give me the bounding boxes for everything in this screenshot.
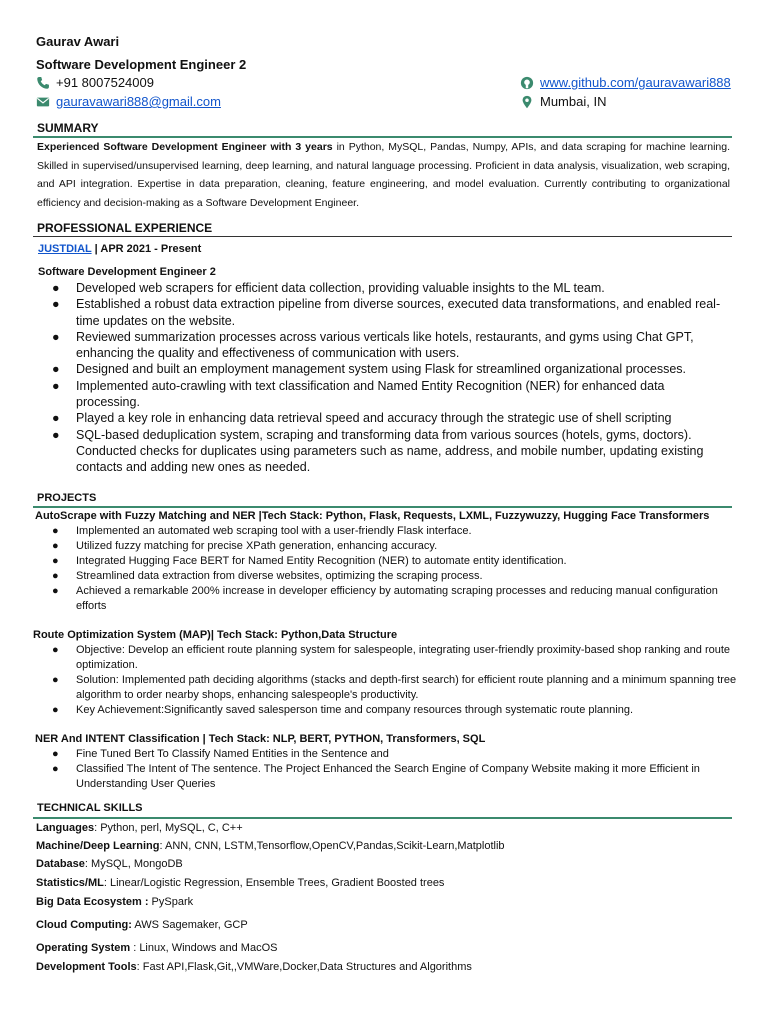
list-item: ● Played a key role in enhancing data retrieval speed and accuracy through the strategic use of shell scripting <box>52 411 672 426</box>
map-pin-icon <box>520 95 534 109</box>
experience-divider <box>33 236 732 237</box>
project-title-route-optimization: Route Optimization System (MAP)| Tech Stack: Python,Data Structure <box>33 629 398 641</box>
skill-row-os: Operating System : Linux, Windows and MacOS <box>36 942 278 954</box>
candidate-name: Gaurav Awari <box>36 34 120 49</box>
list-item: ● Developed web scrapers for efficient data collection, providing valuable insights to the ML team. <box>52 281 605 295</box>
list-item: ● Established a robust data extraction pipeline from diverse sources, executed data transformations, and enabled real-time updates on the website. <box>52 297 721 328</box>
project-title-autoscrape: AutoScrape with Fuzzy Matching and NER |Tech Stack: Python, Flask, Requests, LXML, Fuzzywuzzy, Hugging Face Transformers <box>35 510 710 522</box>
skill-row-cloud: Cloud Computing: AWS Sagemaker, GCP <box>36 919 248 931</box>
list-item: ● Integrated Hugging Face BERT for Named Entity Recognition (NER) to automate entity identification. <box>52 555 567 567</box>
job-role: Software Development Engineer 2 <box>38 266 216 278</box>
github-link[interactable]: www.github.com/gauravawari888 <box>540 75 731 90</box>
projects-divider <box>33 506 732 508</box>
phone-contact <box>36 75 154 90</box>
github-contact <box>520 75 731 90</box>
location-text: Mumbai, IN <box>540 94 607 109</box>
skill-row-languages: Languages: Python, perl, MySQL, C, C++ <box>36 822 243 834</box>
project-bullets-autoscrape <box>52 524 742 614</box>
list-item: ● Objective: Develop an efficient route planning system for salespeople, integrating user-friendly proximity-based shop ranking and route optimization. <box>52 644 731 671</box>
skill-row-statistics: Statistics/ML: Linear/Logistic Regression, Ensemble Trees, Gradient Boosted trees <box>36 877 445 889</box>
employer-link[interactable]: JUSTDIAL <box>38 243 92 255</box>
list-item: ● Implemented auto-crawling with text classification and Named Entity Recognition (NER) for enhanced data processing. <box>52 378 665 410</box>
list-item: ● Fine Tuned Bert To Classify Named Entities in the Sentence and <box>52 748 389 760</box>
skill-row-database: Database: MySQL, MongoDB <box>36 858 183 870</box>
list-item: ● Implemented an automated web scraping tool with a user-friendly Flask interface. <box>52 525 472 537</box>
experience-heading: PROFESSIONAL EXPERIENCE <box>37 221 213 235</box>
phone-icon <box>36 76 50 90</box>
projects-heading: PROJECTS <box>37 492 97 504</box>
list-item: ● Achieved a remarkable 200% increase in developer efficiency by automating scraping processes and reducing manual configuration efforts <box>52 585 718 612</box>
skill-row-dev-tools: Development Tools: Fast API,Flask,Git,,VMWare,Docker,Data Structures and Algorithms <box>36 961 472 973</box>
employment-period: | APR 2021 - Present <box>91 243 202 255</box>
candidate-title: Software Development Engineer 2 <box>36 57 247 72</box>
skills-heading: TECHNICAL SKILLS <box>37 802 143 814</box>
summary-paragraph <box>37 138 730 212</box>
list-item: ● Reviewed summarization processes across various verticals like hotels, restaurants, and gyms using Chat GPT, enhancing the quality and effectiveness of communication with users. <box>52 329 694 361</box>
skills-divider <box>33 817 732 819</box>
summary-text: in Python, MySQL, Pandas, Numpy, APIs, and data scraping for machine learning. Skilled in supervised/unsupervised learning, deep learning, and natural language processing. Proficient in data analysis, visualization, web scraping, and API integration. Expertise in data preparation, cleaning, feature engineering, and model evaluation. Currently contributing to organizational efficiency and decision-making as a Software Development Engineer. <box>37 141 730 209</box>
project-bullets-route-optimization <box>52 643 742 718</box>
list-item: ● Classified The Intent of The sentence. The Project Enhanced the Search Engine of Company Website making it more Efficient in Understanding User Queries <box>52 763 700 790</box>
summary-heading: SUMMARY <box>37 121 99 135</box>
skill-row-ml: Machine/Deep Learning: ANN, CNN, LSTM,Tensorflow,OpenCV,Pandas,Scikit-Learn,Matplotlib <box>36 840 505 852</box>
github-icon <box>520 76 534 90</box>
list-item: ● SQL-based deduplication system, scraping and transforming data from various sources (hotels, gyms, doctors). Conducted checks for duplicates using parameters such as name, address, and mobile number, updating existing contacts and adding new ones as needed. <box>52 427 704 475</box>
phone-number: +91 8007524009 <box>56 75 154 90</box>
employer-line <box>38 243 201 255</box>
email-link[interactable]: gauravawari888@gmail.com <box>56 94 221 109</box>
summary-lead: Experienced Software Development Engineer with 3 years <box>37 141 333 153</box>
location-contact <box>520 94 606 109</box>
list-item: ● Designed and built an employment management system using Flask for streamlined organizational processes. <box>52 362 687 377</box>
email-contact <box>36 94 221 109</box>
envelope-icon <box>36 95 50 109</box>
project-bullets-ner-intent <box>52 747 742 792</box>
list-item: ● Utilized fuzzy matching for precise XPath generation, enhancing accuracy. <box>52 540 438 552</box>
list-item: ● Solution: Implemented path deciding algorithms (stacks and depth-first search) for efficient route planning and a minimum spanning tree algorithm to order nearby shops, enhancing salespeople's productivity. <box>52 674 737 701</box>
list-item: ● Key Achievement:Significantly saved salesperson time and company resources through systematic route planning. <box>52 704 634 716</box>
experience-bullets <box>52 280 722 476</box>
project-title-ner-intent: NER And INTENT Classification | Tech Stack: NLP, BERT, PYTHON, Transformers, SQL <box>35 733 486 745</box>
skill-row-big-data: Big Data Ecosystem : PySpark <box>36 896 194 908</box>
list-item: ● Streamlined data extraction from diverse websites, optimizing the scraping process. <box>52 570 483 582</box>
